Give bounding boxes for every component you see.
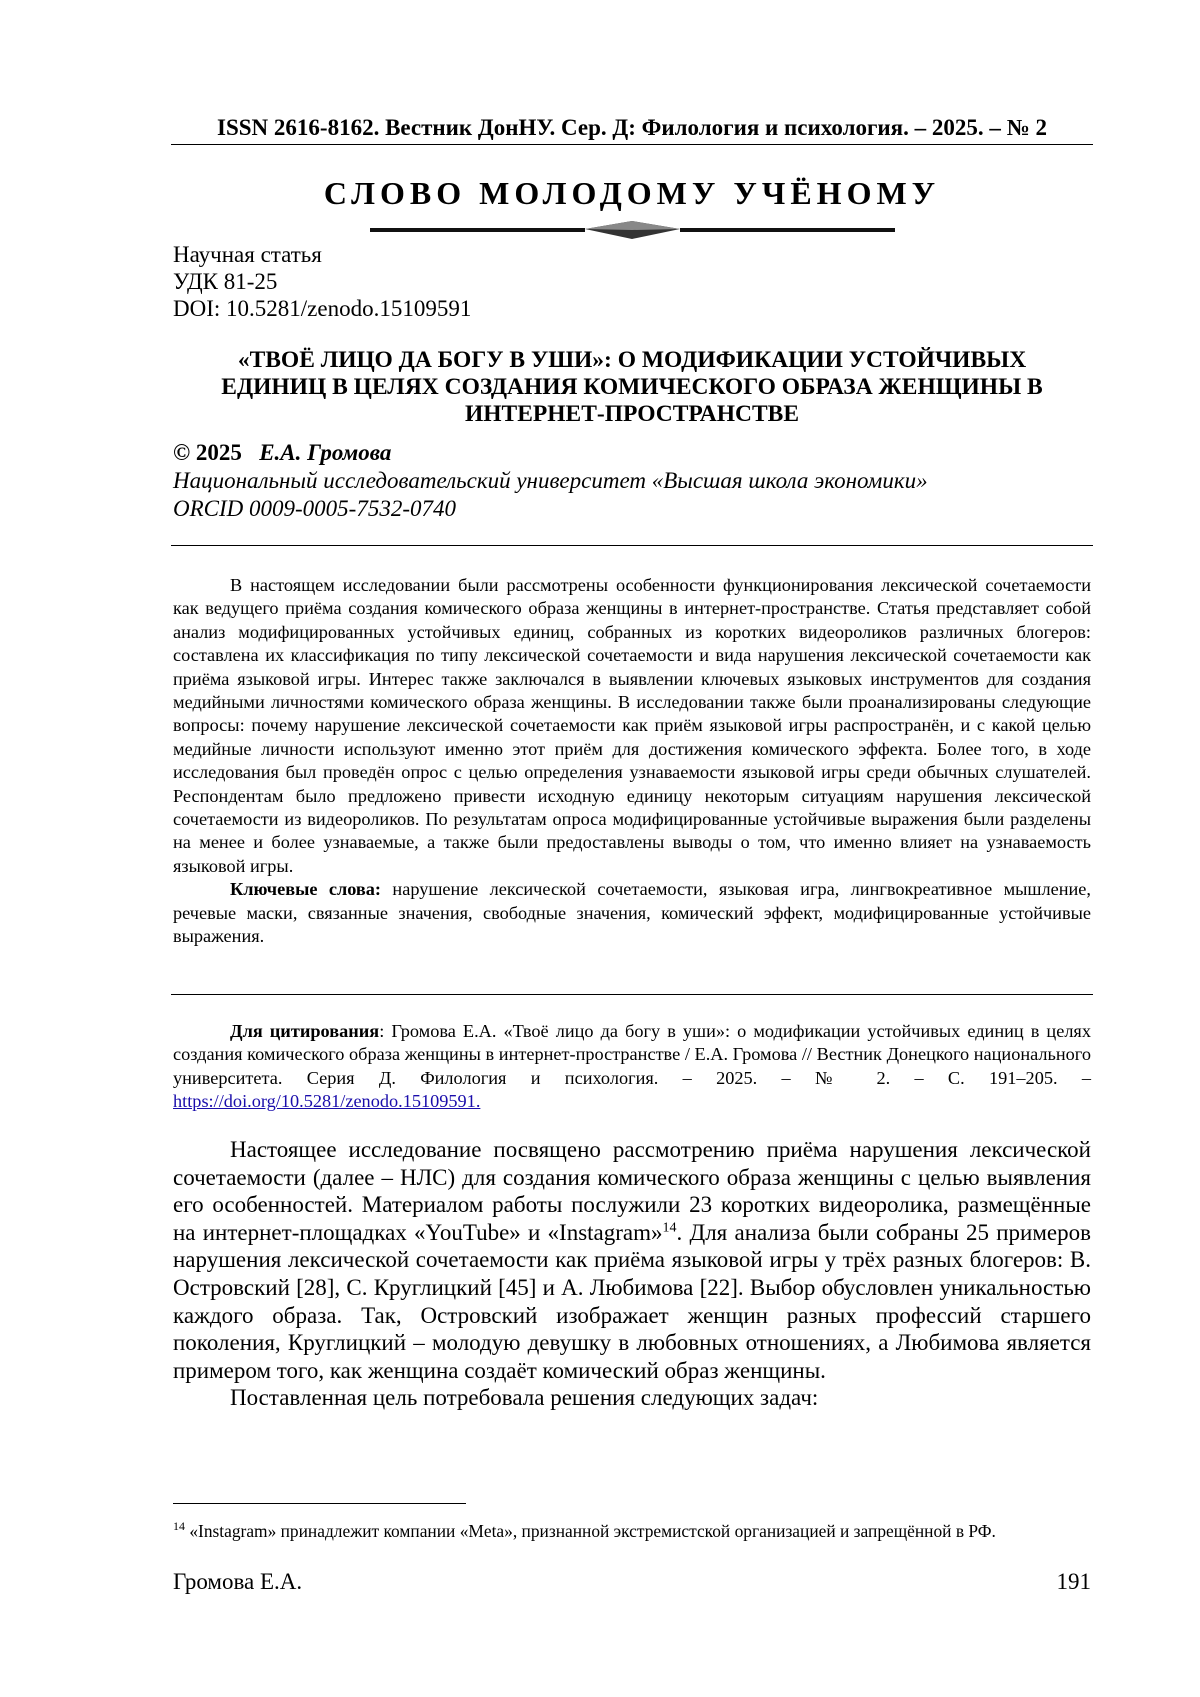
doi: DOI: 10.5281/zenodo.15109591 [173,296,472,321]
keywords-label: Ключевые слова: [230,879,382,900]
header-rule [171,144,1093,145]
article-type: Научная статья [173,242,322,267]
udc-code: УДК 81-25 [173,269,278,294]
keywords-list: нарушение лексической сочетаемости, языковая игра, лингвокреативное мышление, речевые маски, связанные значения, свободные значения, комический эффект, модифицированные устойчивые выражения. [173,879,1091,947]
body-paragraph-text: Настоящее исследование посвящено рассмотрению приёма нарушения лексической сочетаемости (далее – НЛС) для создания комического образа женщины с целью выявления его особенностей. Материалом работы послужили 23 коротких видеоролика, размещённые на интернет-площадках «YouTube» и «Instagram» [173,1137,1091,1245]
abstract [173,574,1091,949]
title-line: ЕДИНИЦ В ЦЕЛЯХ СОЗДАНИЯ КОМИЧЕСКОГО ОБРАЗА ЖЕНЩИНЫ В [221,374,1043,400]
citation-text: : Громова Е.А. «Твоё лицо да богу в уши»: о модификации устойчивых единиц в целях создания комического образа женщины в интернет-пространстве / Е.А. Громова // Вестник Донецкого национального университета. Серия Д. Филология и психология. – 2025. – № 2. – С. 191–205. – [173,1021,1091,1088]
footnote [173,1515,1091,1542]
section-title: СЛОВО МОЛОДОМУ УЧЁНОМУ [323,175,941,211]
body-text [173,1136,1091,1412]
affiliation: Национальный исследовательский университет «Высшая школа экономики» [173,468,928,493]
title-line: ИНТЕРНЕТ-ПРОСТРАНСТВЕ [464,401,799,427]
citation-doi-link[interactable]: https://doi.org/10.5281/zenodo.15109591. [173,1091,481,1112]
keywords [173,878,1091,948]
title-line: «ТВОЁ ЛИЦО ДА БОГУ В УШИ»: О МОДИФИКАЦИИ УСТОЙЧИВЫХ [237,347,1027,373]
author-name: Е.А. Громова [259,440,392,465]
footnote-ref[interactable]: 14 [662,1220,677,1236]
footnote-rule [173,1503,466,1504]
citation-label: Для цитирования [230,1021,380,1041]
article-title [173,347,1091,428]
body-paragraph: Поставленная цель потребовала решения следующих задач: [230,1385,819,1411]
running-head: ISSN 2616-8162. Вестник ДонНУ. Сер. Д: Филология и психология. – 2025. – № 2 [217,115,1047,140]
abstract-text: В настоящем исследовании были рассмотрены особенности функционирования лексической сочетаемости как ведущего приёма создания комического образа женщины в интернет-пространстве. Статья представляет собой анализ модифицированных устойчивых единиц, собранных из коротких видеороликов различных блогеров: составлена их классификация по типу лексической сочетаемости и вида нарушения лексической сочетаемости как приёма языковой игры. Интерес также заключался в выявлении ключевых языковых инструментов для создания медийными личностями комического образа женщины. В исследовании также были проанализированы следующие вопросы: почему нарушение лексической сочетаемости как приём языковой игры распространён, и с какой целью медийные личности используют именно этот приём для достижения комического эффекта. Более того, в ходе исследования был проведён опрос с целью определения узнаваемости языковой игры среди обычных слушателей. Респондентам было предложено привести исходную единицу некоторым ситуациям нарушения лексической сочетаемости из видеороликов. По результатам опроса модифицированные устойчивые выражения были разделены на менее и более узнаваемые, а также были предоставлены выводы о том, что именно влияет на узнаваемость языковой игры. [173,575,1091,876]
article-meta [173,241,471,322]
body-paragraph [173,1136,1091,1384]
abstract-bottom-rule [171,994,1093,995]
citation-block [173,1020,1091,1114]
footnote-text: «Instagram» принадлежит компании «Meta», признанной экстремистской организацией и запрещённой в РФ. [185,1520,996,1541]
orcid: ORCID 0009-0005-7532-0740 [173,496,456,521]
copyright: © 2025 [173,440,242,465]
body-paragraph-text: . Для анализа были собраны 25 примеров нарушения лексической сочетаемости как приёма языковой игры у трёх разных блогеров: В. Островский [28], С. Круглицкий [45] и А. Любимова [22]. Выбор обусловлен уникальностью каждого образа. Так, Островский изображает женщин разных профессий старшего поколения, Круглицкий – молодую девушку в любовных отношениях, а Любимова является примером того, как женщина создаёт комический образ женщины. [173,1219,1091,1383]
page-number: 191 [1056,1569,1091,1594]
footer-author: Громова Е.А. [173,1569,303,1594]
byline [173,439,391,467]
abstract-top-rule [171,545,1093,546]
ornament-divider [370,219,895,241]
footnote-number: 14 [173,1519,185,1533]
